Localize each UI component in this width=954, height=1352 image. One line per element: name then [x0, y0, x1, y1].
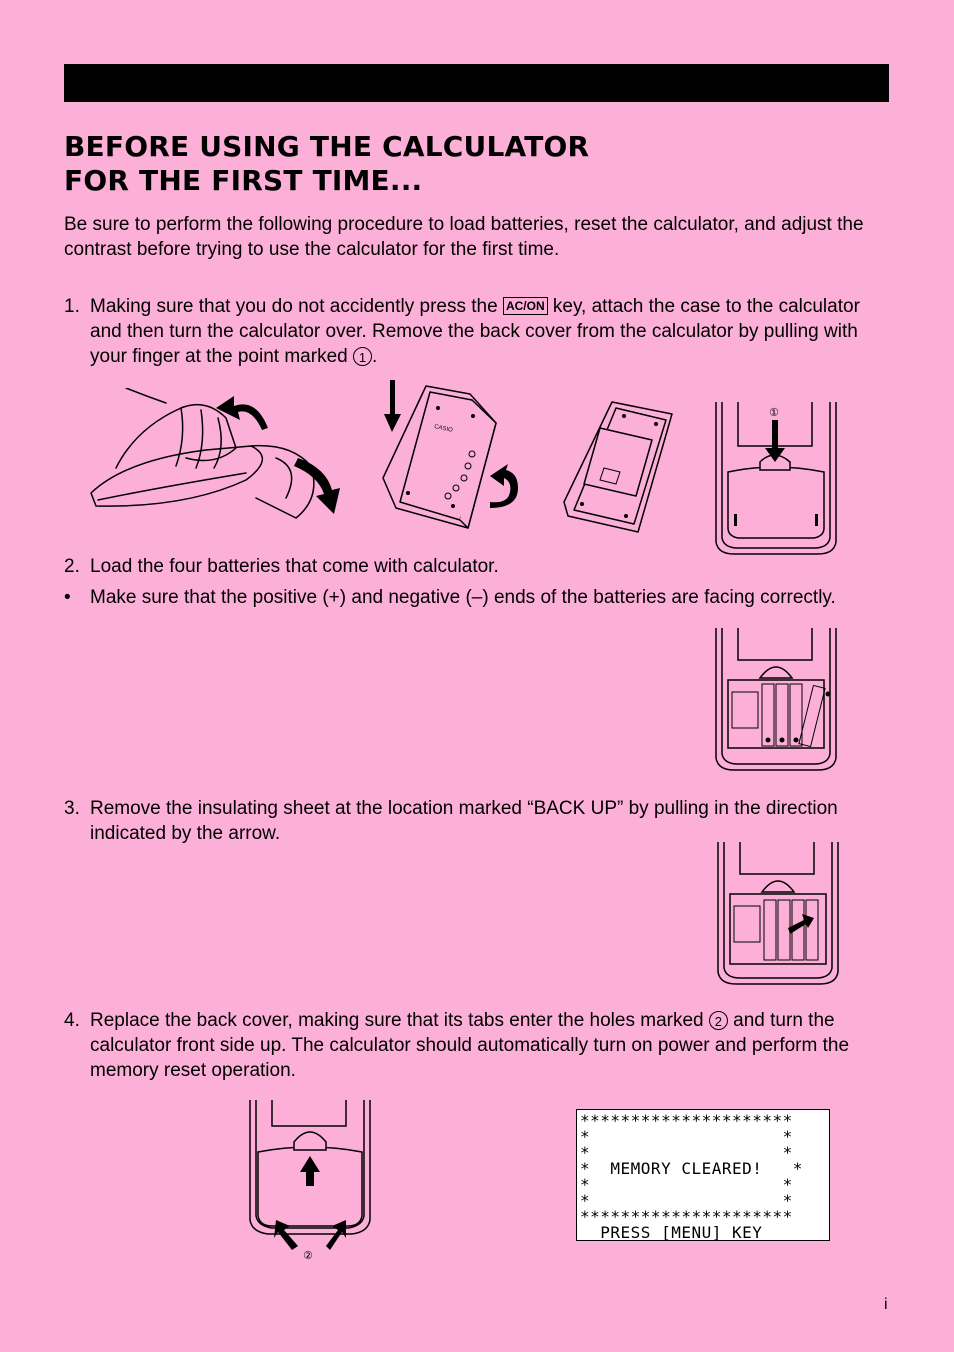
hands-attaching-case-illustration: [86, 388, 348, 528]
intro-paragraph: Be sure to perform the following procedure to load batteries, reset the calculator, and adjust the contrast before trying to use the calculator for the first time.: [64, 214, 864, 260]
calculator-flip-illustration: [378, 378, 528, 538]
page-title: [64, 130, 589, 198]
lcd-line: * *: [580, 1175, 793, 1194]
step-1: 1. Making sure that you do not accidently press the AC/ON key, attach the case to the calculator and then turn the calculator over. Remove the back cover from the calculator by pulling with your finger at the point marked 1 .: [64, 296, 860, 367]
bullet-icon: •: [64, 587, 71, 608]
lcd-line: *********************: [580, 1111, 793, 1130]
step-3: 3. Remove the insulating sheet at the location marked “BACK UP” by pulling in the direction indicated by the arrow.: [64, 798, 838, 844]
title-line-1: BEFORE USING THE CALCULATOR: [64, 130, 590, 163]
svg-text:CASIO: CASIO: [433, 424, 454, 434]
step-number: 4.: [64, 1010, 80, 1031]
step-number: 2.: [64, 556, 80, 577]
mark-2-icon: 2: [709, 1011, 728, 1030]
lcd-line: * *: [580, 1127, 793, 1146]
battery-orientation-note: • Make sure that the positive (+) and negative (–) ends of the batteries are facing correctly.: [64, 587, 836, 608]
lcd-line: * MEMORY CLEARED! *: [580, 1159, 803, 1178]
calculator-back-illustration: [560, 398, 680, 536]
step-number: 1.: [64, 296, 80, 317]
lcd-line: * *: [580, 1191, 793, 1210]
lcd-line: * *: [580, 1143, 793, 1162]
battery-compartment-illustration: [714, 628, 838, 776]
step-number: 3.: [64, 798, 80, 819]
ac-on-key-icon: AC/ON: [503, 297, 548, 315]
svg-text:①: ①: [769, 406, 779, 419]
replace-back-cover-illustration: [248, 1100, 372, 1264]
mark-1-icon: 1: [353, 347, 372, 366]
step-2: 2. Load the four batteries that come with calculator.: [64, 556, 499, 577]
lcd-line: PRESS [MENU] KEY: [580, 1223, 763, 1242]
title-line-2: FOR THE FIRST TIME...: [64, 164, 423, 197]
step-4: 4. Replace the back cover, making sure that its tabs enter the holes marked 2 and turn the calculator front side up. The calculator should automatically turn on power and perform the memory reset operation.: [64, 1010, 850, 1081]
page-number: i: [884, 1296, 888, 1313]
lcd-screen: [576, 1109, 830, 1241]
lcd-line: *********************: [580, 1207, 793, 1226]
remove-back-cover-illustration: [714, 402, 838, 560]
insulating-sheet-illustration: [716, 842, 840, 990]
svg-text:②: ②: [303, 1249, 313, 1262]
header-bar: [64, 64, 889, 102]
